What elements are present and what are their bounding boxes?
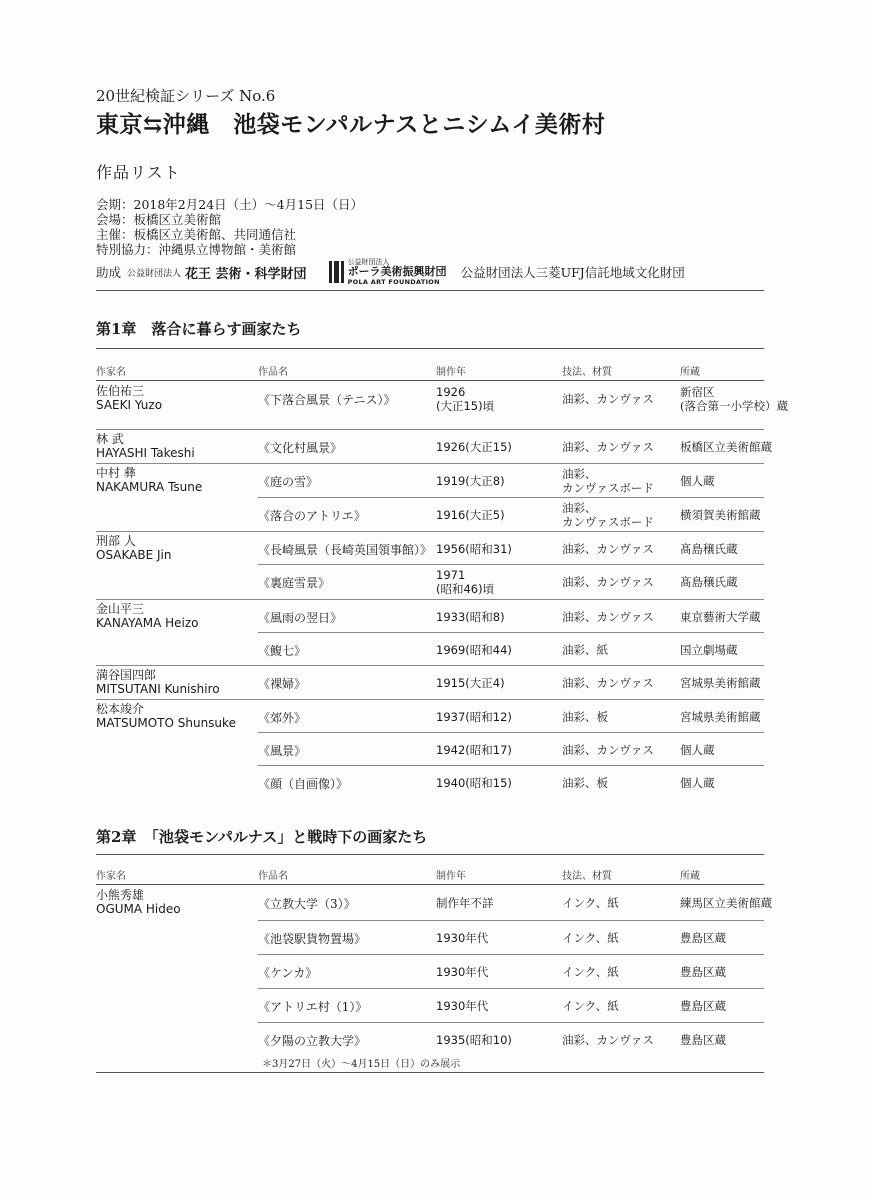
page-subtitle: 作品リスト [96,163,181,182]
work-title: 《庭の雪》 [258,474,319,489]
col-year: 制作年 [436,367,466,378]
work-collection: 宮城県美術館蔵 [680,709,761,724]
work-medium: 油彩、カンヴァス [562,574,654,589]
pola-english-name: POLA ART FOUNDATION [347,278,440,286]
work-title: 《落合のアトリエ》 [258,508,366,523]
row-divider [96,599,764,600]
row-divider [258,765,764,766]
artist-name-en: MATSUMOTO Shunsuke [96,716,236,730]
work-collection: 個人蔵 [680,742,715,757]
work-title: 《風雨の翌日》 [258,610,343,625]
artist-name-ja: 中村 彝 [96,466,136,480]
work-medium: インク、紙 [562,965,619,979]
work-collection: 豊島区蔵 [680,965,726,979]
support-label: 助成 [96,265,122,280]
footer-rule [96,1072,764,1073]
work-year: 1930年代 [436,965,489,979]
work-collection: 横須賀美術館蔵 [680,507,761,522]
work-title: 《鰒七》 [258,643,307,658]
series-label: 20世紀検証シリーズ No.6 [96,87,276,105]
pola-name: ポーラ美術振興財団 [347,265,447,278]
work-year: 1919(大正8) [436,473,505,488]
work-collection: 髙島穣氏蔵 [680,574,738,589]
work-year: 1926(大正15) [436,439,512,454]
kao-prefix: 公益財団法人 [127,268,182,279]
work-collection: 国立劇場蔵 [680,642,738,657]
row-divider [258,632,764,633]
work-year: 制作年不詳 [436,896,494,910]
work-collection: 宮城県美術館蔵 [680,675,761,690]
work-collection: 豊島区蔵 [680,1033,726,1047]
work-year: 1935(昭和10) [436,1033,512,1047]
artist-name-en: NAKAMURA Tsune [96,480,203,494]
artist-name-ja: 刑部 人 [96,534,136,548]
work-collection: 東京藝術大学蔵 [680,609,761,624]
chapter-1-header-rule [96,380,764,381]
work-collection: 新宿区 [680,384,715,399]
col-medium: 技法、材質 [562,871,612,882]
row-divider [258,732,764,733]
pola-prefix: 公益財団法人 [347,258,390,266]
artist-name-ja: 金山平三 [96,602,145,616]
work-title: 《風景》 [258,743,307,758]
exhibition-cooperation: 特別協力：沖縄県立博物館・美術館 [96,242,297,257]
work-year: 1933(昭和8) [436,609,505,624]
work-medium: 油彩、カンヴァス [562,391,654,406]
work-collection: 板橋区立美術館蔵 [680,439,772,454]
row-divider [258,920,764,921]
chapter-1-title: 第1章 落合に暮らす画家たち [96,320,302,338]
chapter-2-title: 第2章 「池袋モンパルナス」と戦時下の画家たち [96,828,428,846]
artist-name-en: SAEKI Yuzo [96,398,163,412]
row-divider [96,665,764,666]
work-medium: インク、紙 [562,896,619,910]
work-medium: 油彩、カンヴァス [562,742,654,757]
work-collection: 豊島区蔵 [680,999,726,1013]
work-title: 《ケンカ》 [258,966,318,980]
work-medium: カンヴァスボード [562,480,654,495]
artist-name-ja: 佐伯祐三 [96,384,145,398]
work-year: 1971 [436,567,466,582]
work-year: 1942(昭和17) [436,742,512,757]
col-artist: 作家名 [96,367,126,378]
work-medium: 油彩、板 [562,775,608,790]
work-medium: 油彩、カンヴァス [562,609,654,624]
row-divider [96,531,764,532]
mufg-foundation-name: 公益財団法人三菱UFJ信託地域文化財団 [460,265,685,280]
col-collection: 所蔵 [680,367,700,378]
exhibition-organizer: 主催：板橋区立美術館、共同通信社 [96,227,297,242]
exhibition-venue: 会場：板橋区立美術館 [96,212,222,227]
work-title: 《長崎風景（長崎英国領事館）》 [258,542,433,557]
col-year: 制作年 [436,871,466,882]
work-year: 1937(昭和12) [436,709,512,724]
work-title: 《裸婦》 [258,676,307,691]
work-year: (大正15)頃 [436,398,495,413]
work-medium: 油彩、 [562,500,597,515]
work-title: 《夕陽の立教大学》 [258,1034,367,1048]
col-collection: 所蔵 [680,871,700,882]
work-title: 《郊外》 [258,710,307,725]
row-divider [258,497,764,498]
work-collection: 個人蔵 [680,473,715,488]
work-medium: 油彩、カンヴァス [562,1033,654,1047]
work-medium: カンヴァスボード [562,514,654,529]
pola-mark-icon [329,261,344,283]
work-collection: 豊島区蔵 [680,931,726,945]
work-medium: 油彩、板 [562,709,608,724]
row-divider [258,988,764,989]
work-year: (昭和46)頃 [436,581,495,596]
row-divider [96,463,764,464]
work-medium: 油彩、カンヴァス [562,439,654,454]
col-medium: 技法、材質 [562,367,612,378]
work-medium: インク、紙 [562,999,619,1013]
row-divider [96,699,764,700]
artist-name-en: OGUMA Hideo [96,902,181,916]
header-divider [96,290,764,291]
artist-name-ja: 満谷国四郎 [96,668,157,682]
exhibition-period: 会期：2018年2月24日（土）～4月15日（日） [96,197,364,212]
work-year: 1915(大正4) [436,675,505,690]
work-medium: インク、紙 [562,931,619,945]
work-medium: 油彩、カンヴァス [562,541,654,556]
row-divider [258,564,764,565]
chapter-1-rule [96,348,764,349]
artist-name-ja: 松本竣介 [96,702,145,716]
col-artist: 作家名 [96,871,126,882]
work-year: 1969(昭和44) [436,642,512,657]
artist-name-en: KANAYAMA Heizo [96,616,199,630]
work-collection: 練馬区立美術館蔵 [680,896,772,910]
work-year: 1956(昭和31) [436,541,512,556]
work-title: 《アトリエ村（1）》 [258,1000,368,1014]
work-title: 《下落合風景（テニス）》 [258,392,396,407]
row-divider [96,429,764,430]
chapter-2-header-rule [96,884,764,885]
work-collection: 個人蔵 [680,775,715,790]
work-collection: 髙島穣氏蔵 [680,541,738,556]
work-medium: 油彩、 [562,466,597,481]
artist-name-en: MITSUTANI Kunishiro [96,682,220,696]
kao-foundation-name: 花王 芸術・科学財団 [185,266,307,282]
work-title: 《文化村風景》 [258,440,343,455]
sponsor-row [96,257,685,287]
work-year: 1940(昭和15) [436,775,512,790]
artist-name-ja: 林 武 [96,432,124,446]
row-divider [258,954,764,955]
page-title: 東京⇆沖縄 池袋モンパルナスとニシムイ美術村 [96,111,606,138]
work-year: 1930年代 [436,999,489,1013]
work-title: 《裏庭雪景》 [258,575,331,590]
pola-logo [329,257,447,287]
work-medium: 油彩、カンヴァス [562,675,654,690]
artist-name-en: HAYASHI Takeshi [96,446,195,460]
work-medium: 油彩、紙 [562,642,608,657]
work-year: 1926 [436,384,466,399]
work-collection: (落合第一小学校）蔵 [680,398,788,413]
artist-name-en: OSAKABE Jin [96,548,172,562]
chapter-2-rule [96,854,764,855]
work-year: 1916(大正5) [436,507,505,522]
col-work: 作品名 [258,871,288,882]
work-title: 《池袋駅貨物置場》 [258,932,367,946]
artist-name-ja: 小熊秀雄 [96,888,145,902]
work-year: 1930年代 [436,931,489,945]
row-divider [258,1022,764,1023]
display-note: ＊3月27日（火）～4月15日（日）のみ展示 [262,1059,461,1070]
col-work: 作品名 [258,367,288,378]
work-title: 《立教大学（3）》 [258,897,356,911]
work-title: 《顔（自画像）》 [258,776,349,791]
